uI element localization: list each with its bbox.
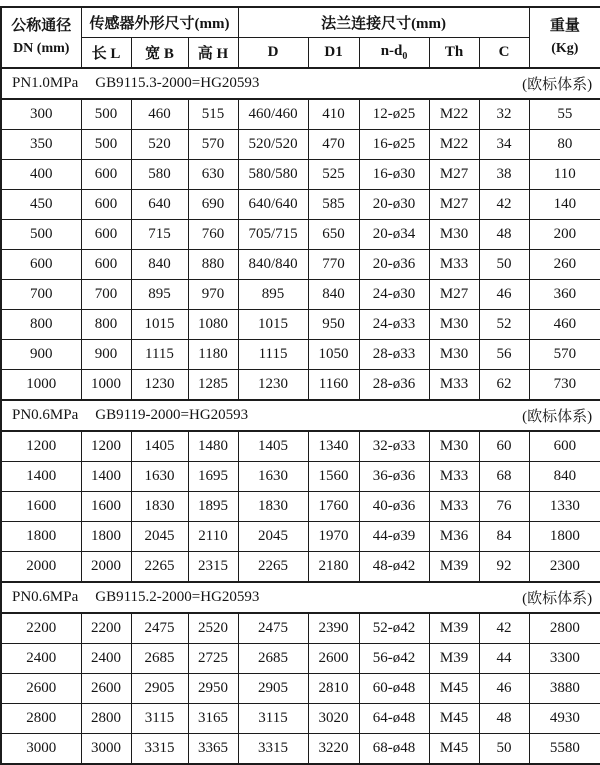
cell-weight: 3300 [529,644,600,674]
cell-c: 44 [479,644,529,674]
cell-length-l: 600 [81,250,131,280]
cell-n-d0: 68-ø48 [359,734,429,765]
table-row [1,492,600,522]
section-system: (欧标体系) [522,409,593,425]
cell-n-d0: 24-ø33 [359,310,429,340]
cell-th: M33 [429,250,479,280]
cell-d1: 770 [308,250,359,280]
cell-n-d0: 12-ø25 [359,99,429,130]
cell-d: 520/520 [238,130,308,160]
cell-width-b: 3115 [131,704,188,734]
cell-length-l: 2200 [81,613,131,644]
cell-dn: 2600 [1,674,81,704]
cell-d1: 470 [308,130,359,160]
cell-height-h: 630 [188,160,238,190]
cell-width-b: 1830 [131,492,188,522]
table-row [1,644,600,674]
cell-width-b: 2045 [131,522,188,552]
cell-n-d0: 16-ø30 [359,160,429,190]
cell-width-b: 1115 [131,340,188,370]
cell-d: 2905 [238,674,308,704]
cell-dn: 1400 [1,462,81,492]
cell-length-l: 2000 [81,552,131,583]
cell-height-h: 515 [188,99,238,130]
cell-th: M45 [429,704,479,734]
cell-dn: 1200 [1,431,81,462]
cell-n-d0: 52-ø42 [359,613,429,644]
cell-c: 42 [479,613,529,644]
table-row [1,220,600,250]
section-header-row [1,400,600,431]
table-row [1,370,600,401]
cell-weight: 2800 [529,613,600,644]
cell-d: 705/715 [238,220,308,250]
cell-height-h: 2725 [188,644,238,674]
cell-d: 1630 [238,462,308,492]
table-row [1,674,600,704]
cell-c: 56 [479,340,529,370]
section-header-cell [1,582,600,613]
cell-c: 50 [479,250,529,280]
col-header-d1: D1 [308,38,359,69]
cell-dn: 1600 [1,492,81,522]
cell-weight: 5580 [529,734,600,765]
cell-weight: 600 [529,431,600,462]
section-standard: GB9115.2-2000=HG20593 [95,589,260,605]
cell-d: 1230 [238,370,308,401]
cell-d: 2265 [238,552,308,583]
cell-height-h: 1895 [188,492,238,522]
col-group-flange: 法兰连接尺寸(mm) [238,7,529,38]
cell-height-h: 3165 [188,704,238,734]
cell-width-b: 2475 [131,613,188,644]
cell-dn: 3000 [1,734,81,765]
table-row [1,522,600,552]
cell-height-h: 690 [188,190,238,220]
col-header-th: Th [429,38,479,69]
table-row [1,310,600,340]
cell-c: 46 [479,280,529,310]
cell-d: 640/640 [238,190,308,220]
cell-weight: 55 [529,99,600,130]
cell-weight: 140 [529,190,600,220]
cell-d1: 2600 [308,644,359,674]
cell-c: 62 [479,370,529,401]
section-header-cell [1,68,600,99]
cell-length-l: 600 [81,160,131,190]
cell-width-b: 1405 [131,431,188,462]
cell-c: 84 [479,522,529,552]
col-header-height: 高 H [188,38,238,69]
cell-weight: 1800 [529,522,600,552]
cell-width-b: 895 [131,280,188,310]
cell-dn: 2000 [1,552,81,583]
cell-length-l: 600 [81,190,131,220]
cell-d1: 1160 [308,370,359,401]
cell-height-h: 2950 [188,674,238,704]
cell-weight: 840 [529,462,600,492]
cell-d1: 3220 [308,734,359,765]
cell-height-h: 2110 [188,522,238,552]
cell-weight: 570 [529,340,600,370]
cell-weight: 4930 [529,704,600,734]
cell-th: M45 [429,674,479,704]
cell-dn: 800 [1,310,81,340]
cell-n-d0: 20-ø30 [359,190,429,220]
section-standard: GB9119-2000=HG20593 [95,407,249,423]
cell-th: M39 [429,613,479,644]
table-row [1,613,600,644]
col-header-c: C [479,38,529,69]
col-header-dn-cn: 公称通径 [11,18,72,35]
section-system: (欧标体系) [522,77,593,93]
cell-d1: 1050 [308,340,359,370]
cell-c: 76 [479,492,529,522]
cell-d1: 3020 [308,704,359,734]
col-header-weight [529,7,600,68]
cell-dn: 2400 [1,644,81,674]
cell-length-l: 800 [81,310,131,340]
cell-dn: 350 [1,130,81,160]
col-header-d: D [238,38,308,69]
table-row [1,130,600,160]
cell-th: M39 [429,644,479,674]
cell-length-l: 500 [81,99,131,130]
cell-n-d0: 48-ø42 [359,552,429,583]
cell-height-h: 1695 [188,462,238,492]
cell-th: M30 [429,340,479,370]
cell-n-d0: 20-ø34 [359,220,429,250]
cell-n-d0: 40-ø36 [359,492,429,522]
cell-d1: 585 [308,190,359,220]
table-row [1,552,600,583]
cell-length-l: 700 [81,280,131,310]
cell-th: M22 [429,99,479,130]
cell-height-h: 760 [188,220,238,250]
cell-th: M33 [429,492,479,522]
cell-height-h: 1180 [188,340,238,370]
cell-c: 92 [479,552,529,583]
cell-height-h: 2520 [188,613,238,644]
cell-length-l: 600 [81,220,131,250]
table-row [1,340,600,370]
table-row [1,250,600,280]
cell-width-b: 840 [131,250,188,280]
section-standard: GB9115.3-2000=HG20593 [95,75,260,91]
cell-length-l: 1400 [81,462,131,492]
cell-dn: 1000 [1,370,81,401]
cell-d: 460/460 [238,99,308,130]
cell-width-b: 715 [131,220,188,250]
cell-width-b: 460 [131,99,188,130]
cell-c: 32 [479,99,529,130]
cell-n-d0: 28-ø33 [359,340,429,370]
cell-height-h: 1285 [188,370,238,401]
cell-d: 1115 [238,340,308,370]
cell-d1: 950 [308,310,359,340]
cell-n-d0: 16-ø25 [359,130,429,160]
cell-n-d0: 20-ø36 [359,250,429,280]
table-row [1,190,600,220]
cell-d: 3315 [238,734,308,765]
cell-c: 48 [479,220,529,250]
section-header-row [1,582,600,613]
col-header-width: 宽 B [131,38,188,69]
cell-length-l: 900 [81,340,131,370]
cell-c: 34 [479,130,529,160]
cell-th: M27 [429,190,479,220]
col-header-length: 长 L [81,38,131,69]
section-pressure: PN1.0MPa [12,75,79,91]
cell-d1: 840 [308,280,359,310]
cell-dn: 2200 [1,613,81,644]
cell-dn: 900 [1,340,81,370]
cell-d1: 650 [308,220,359,250]
cell-d1: 2390 [308,613,359,644]
cell-d1: 410 [308,99,359,130]
cell-d1: 2180 [308,552,359,583]
table-row [1,734,600,765]
section-pressure: PN0.6MPa [12,407,79,423]
section-system: (欧标体系) [522,591,593,607]
section-pressure: PN0.6MPa [12,589,79,605]
cell-th: M36 [429,522,479,552]
cell-width-b: 2905 [131,674,188,704]
cell-d1: 2810 [308,674,359,704]
cell-length-l: 2800 [81,704,131,734]
header-row-subcolumns [1,38,600,69]
cell-th: M30 [429,220,479,250]
cell-weight: 200 [529,220,600,250]
cell-d: 2685 [238,644,308,674]
dimension-spec-table [0,6,600,765]
cell-n-d0: 24-ø30 [359,280,429,310]
cell-n-d0: 44-ø39 [359,522,429,552]
cell-height-h: 1080 [188,310,238,340]
cell-length-l: 500 [81,130,131,160]
cell-width-b: 1015 [131,310,188,340]
cell-width-b: 1230 [131,370,188,401]
cell-height-h: 3365 [188,734,238,765]
col-header-dn-unit: DN (mm) [13,41,70,57]
cell-height-h: 1480 [188,431,238,462]
cell-d1: 1340 [308,431,359,462]
cell-c: 60 [479,431,529,462]
cell-dn: 450 [1,190,81,220]
cell-d: 3115 [238,704,308,734]
table-row [1,704,600,734]
cell-d: 2475 [238,613,308,644]
cell-length-l: 3000 [81,734,131,765]
cell-c: 42 [479,190,529,220]
cell-weight: 3880 [529,674,600,704]
cell-length-l: 1000 [81,370,131,401]
cell-weight: 260 [529,250,600,280]
cell-width-b: 3315 [131,734,188,765]
col-header-dn [1,7,81,68]
cell-th: M45 [429,734,479,765]
cell-th: M33 [429,462,479,492]
cell-length-l: 1200 [81,431,131,462]
cell-length-l: 1600 [81,492,131,522]
table-row [1,280,600,310]
cell-height-h: 570 [188,130,238,160]
cell-weight: 80 [529,130,600,160]
cell-th: M39 [429,552,479,583]
col-group-sensor: 传感器外形尺寸(mm) [81,7,238,38]
cell-dn: 400 [1,160,81,190]
cell-d: 840/840 [238,250,308,280]
cell-width-b: 2265 [131,552,188,583]
cell-d: 2045 [238,522,308,552]
cell-height-h: 2315 [188,552,238,583]
cell-weight: 110 [529,160,600,190]
cell-dn: 700 [1,280,81,310]
cell-length-l: 2600 [81,674,131,704]
section-header-cell [1,400,600,431]
cell-n-d0: 64-ø48 [359,704,429,734]
cell-d: 895 [238,280,308,310]
cell-c: 68 [479,462,529,492]
cell-d1: 1760 [308,492,359,522]
cell-d: 1830 [238,492,308,522]
cell-weight: 360 [529,280,600,310]
cell-c: 52 [479,310,529,340]
cell-c: 48 [479,704,529,734]
cell-th: M33 [429,370,479,401]
cell-n-d0: 32-ø33 [359,431,429,462]
cell-width-b: 2685 [131,644,188,674]
cell-th: M27 [429,160,479,190]
cell-dn: 2800 [1,704,81,734]
cell-dn: 500 [1,220,81,250]
cell-length-l: 1800 [81,522,131,552]
cell-width-b: 1630 [131,462,188,492]
cell-d: 1405 [238,431,308,462]
table-row [1,99,600,130]
cell-weight: 1330 [529,492,600,522]
cell-c: 38 [479,160,529,190]
cell-th: M30 [429,310,479,340]
cell-weight: 730 [529,370,600,401]
cell-length-l: 2400 [81,644,131,674]
cell-n-d0: 60-ø48 [359,674,429,704]
col-header-weight-unit: (Kg) [551,41,579,57]
cell-width-b: 580 [131,160,188,190]
header-row-groups [1,7,600,38]
section-header-row [1,68,600,99]
cell-d: 1015 [238,310,308,340]
cell-d1: 525 [308,160,359,190]
cell-d: 580/580 [238,160,308,190]
cell-n-d0: 56-ø42 [359,644,429,674]
cell-dn: 600 [1,250,81,280]
cell-weight: 2300 [529,552,600,583]
cell-th: M22 [429,130,479,160]
cell-d1: 1560 [308,462,359,492]
table-row [1,160,600,190]
cell-width-b: 520 [131,130,188,160]
cell-weight: 460 [529,310,600,340]
table-row [1,431,600,462]
cell-c: 46 [479,674,529,704]
cell-height-h: 970 [188,280,238,310]
cell-c: 50 [479,734,529,765]
col-header-nd0: $n-d_0$ [359,38,429,69]
col-header-weight-cn: 重量 [549,18,580,35]
cell-n-d0: 36-ø36 [359,462,429,492]
cell-height-h: 880 [188,250,238,280]
cell-dn: 1800 [1,522,81,552]
cell-th: M30 [429,431,479,462]
cell-dn: 300 [1,99,81,130]
cell-d1: 1970 [308,522,359,552]
cell-th: M27 [429,280,479,310]
cell-width-b: 640 [131,190,188,220]
cell-n-d0: 28-ø36 [359,370,429,401]
table-row [1,462,600,492]
